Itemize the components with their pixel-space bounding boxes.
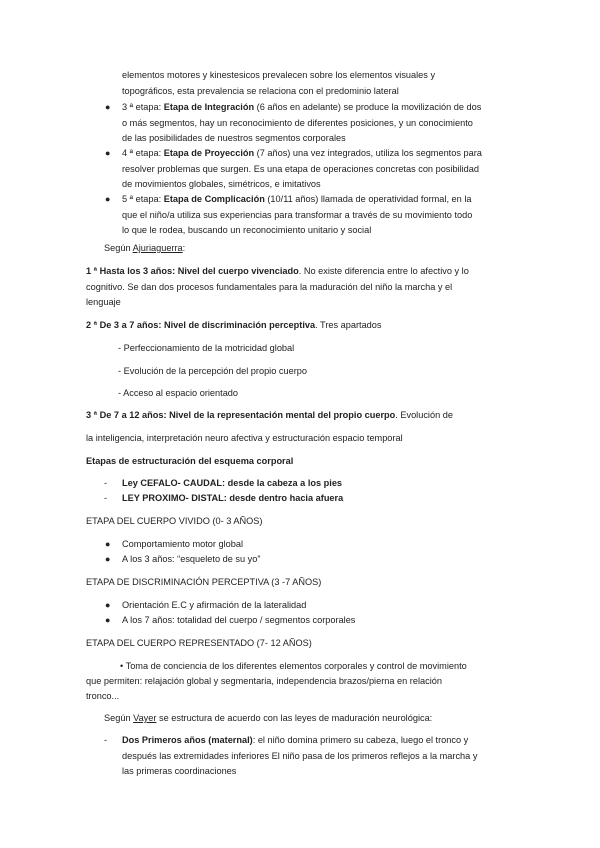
stage-5-line-3: lo que le rodea, buscando un reconocimiento unitario y social: [122, 225, 372, 235]
bullet-icon: ●: [105, 539, 111, 549]
stage-3-line-2: o más segmentos, hay un reconocimiento de diferentes posiciones, y un conocimiento: [122, 118, 473, 128]
level-2-heading: 2 ª De 3 a 7 años: Nivel de discriminación perceptiva. Tres apartados: [86, 320, 382, 330]
intro-line-1: elementos motores y kinestesicos prevalecen sobre los elementos visuales y: [122, 70, 436, 80]
etapa-representado-line-1: • Toma de conciencia de los diferentes elementos corporales y control de movimiento: [120, 661, 467, 671]
etapa-vivido-item: Comportamiento motor global: [122, 539, 244, 549]
level-2-item: - Perfeccionamiento de la motricidad global: [118, 343, 295, 353]
law-proximo-distal: LEY PROXIMO- DISTAL: desde dentro hacia afuera: [122, 493, 344, 503]
vayer-dash: -: [104, 735, 108, 745]
etapa-discriminacion-title: ETAPA DE DISCRIMINACIÓN PERCEPTIVA (3 -7 AÑOS): [86, 577, 322, 587]
stage-3-line-1: 3 ª etapa: Etapa de Integración (6 años en adelante) se produce la movilización de dos: [122, 102, 482, 112]
bullet-icon: ●: [105, 102, 111, 112]
vayer-item-line-1: Dos Primeros años (maternal): el niño domina primero su cabeza, luego el tronco y: [122, 735, 469, 745]
level-1-line-1: 1 ª Hasta los 3 años: Nivel del cuerpo vivenciado. No existe diferencia entre lo afectivo y lo: [86, 266, 469, 276]
bullet-icon: ●: [105, 554, 111, 564]
level-2-item: - Acceso al espacio orientado: [118, 388, 239, 398]
level-3-line-1: 3 ª De 7 a 12 años: Nivel de la representación mental del propio cuerpo. Evolución de: [86, 410, 453, 420]
etapa-representado-line-2: que permiten: relajación global y segmentaria, independencia brazos/pierna en relación: [86, 676, 442, 686]
etapa-vivido-title: ETAPA DEL CUERPO VIVIDO (0- 3 AÑOS): [86, 516, 263, 526]
bullet-icon: ●: [105, 600, 111, 610]
segun-ajuriaguerra: Según Ajuriaguerra:: [104, 243, 186, 253]
stage-5-line-2: que el niño/a utiliza sus experiencias para transformar a través de su movimiento todo: [122, 210, 473, 220]
level-2-item: - Evolución de la percepción del propio cuerpo: [118, 366, 307, 376]
etapa-representado-title: ETAPA DEL CUERPO REPRESENTADO (7- 12 AÑOS): [86, 638, 312, 648]
stage-4-line-2: resolver problemas que surgen. Es una etapa de operaciones concretas con posibilidad: [122, 164, 480, 174]
etapa-vivido-item: A los 3 años: “esqueleto de su yo”: [122, 554, 261, 564]
law-dash: -: [104, 478, 108, 488]
stage-5-line-1: 5 ª etapa: Etapa de Complicación (10/11 años) llamada de operatividad formal, en la: [122, 194, 472, 204]
law-cefalo-caudal: Ley CEFALO- CAUDAL: desde la cabeza a los pies: [122, 478, 343, 488]
level-1-line-3: lenguaje: [86, 297, 121, 307]
etapa-discriminacion-item: Orientación E.C y afirmación de la lateralidad: [122, 600, 307, 610]
stage-4-line-3: de movimientos globales, simétricos, e imitativos: [122, 179, 321, 189]
intro-line-2: topográficos, esta prevalencia se relaciona con el predominio lateral: [122, 86, 399, 96]
etapa-representado-line-3: tronco...: [86, 691, 120, 701]
stage-3-line-3: de las posibilidades de nuestros segmentos corporales: [122, 133, 346, 143]
segun-vayer: Según Vayer se estructura de acuerdo con las leyes de maduración neurológica:: [104, 713, 433, 723]
law-dash: -: [104, 493, 108, 503]
bullet-icon: ●: [105, 194, 111, 204]
bullet-icon: ●: [105, 148, 111, 158]
vayer-item-line-3: las primeras coordinaciones: [122, 766, 237, 776]
level-3-line-2: la inteligencia, interpretación neuro afectiva y estructuración espacio temporal: [86, 433, 403, 443]
level-1-line-2: cognitivo. Se dan dos procesos fundamentales para la maduración del niño la marcha y el: [86, 282, 453, 292]
bullet-icon: ●: [105, 615, 111, 625]
vayer-item-line-2: después las extremidades inferiores El niño pasa de los primeros reflejos a la marcha y: [122, 751, 478, 761]
etapas-title: Etapas de estructuración del esquema corporal: [86, 456, 294, 466]
etapa-discriminacion-item: A los 7 años: totalidad del cuerpo / segmentos corporales: [122, 615, 356, 625]
stage-4-line-1: 4 ª etapa: Etapa de Proyección (7 años) una vez integrados, utiliza los segmentos para: [122, 148, 482, 158]
